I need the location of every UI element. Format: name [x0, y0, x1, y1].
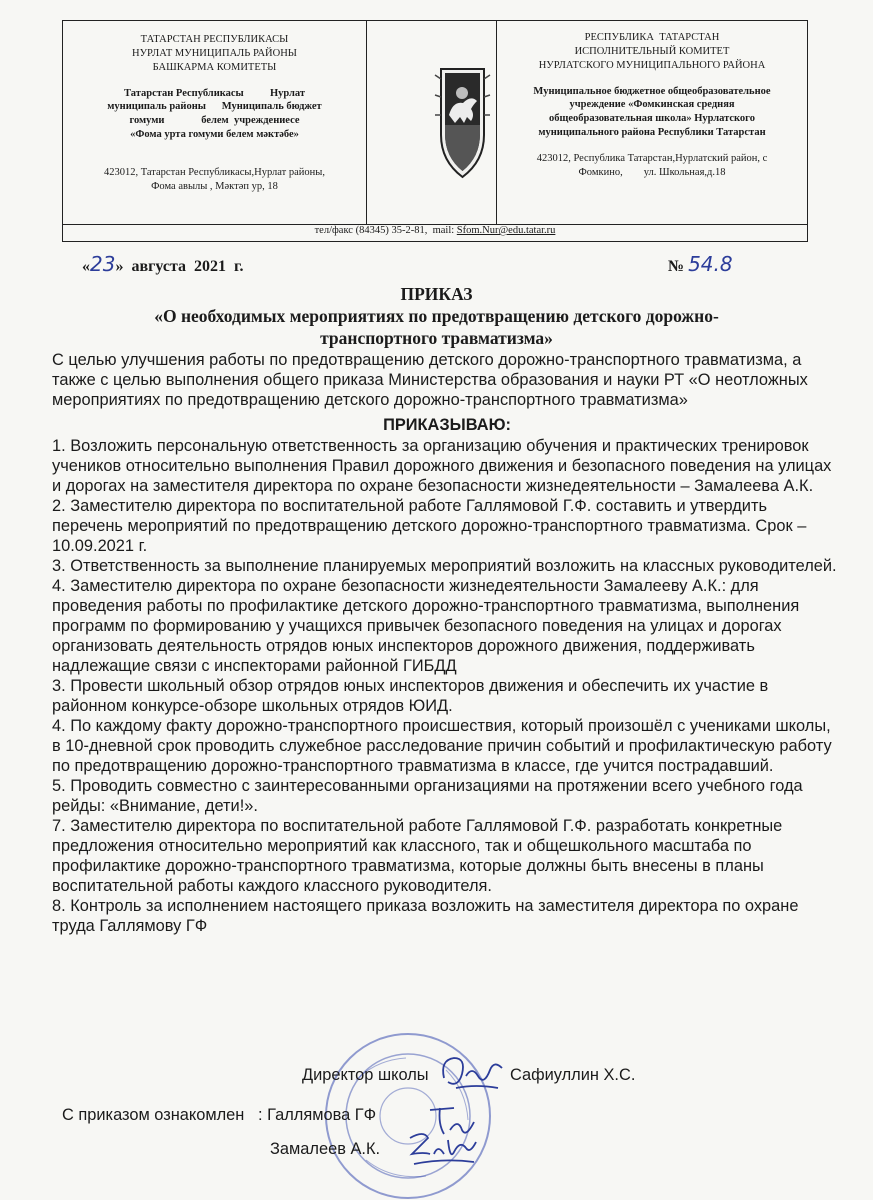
acquainted-line: С приказом ознакомлен : Галлямова ГФ: [62, 1106, 377, 1124]
date-month-year: » августа 2021 г.: [115, 258, 244, 275]
order-number-handwritten: 54.8: [688, 252, 733, 276]
tatar-addr1: 423012, Татарстан Республикасы,Нурлат районы,: [104, 167, 325, 179]
intro-paragraph: С целью улучшения работы по предотвращению детского дорожно-транспортного травматизма, а также с целью выполнения общего приказа Министерства образования и науки РТ «О неотложных мероприятиях по предотвращению детского дорожно-транспортного травматизма»: [52, 351, 808, 409]
letterhead-tatar: [63, 21, 367, 224]
orders-heading: ПРИКАЗЫВАЮ:: [383, 416, 511, 434]
order-item: 3. Провести школьный обзор отрядов юных инспекторов движения и обеспечить их участие в районном конкурсе-обзоре школьных отрядов ЮИД.: [52, 677, 769, 715]
coat-of-arms-icon: [431, 65, 494, 181]
rus-line2: ИСПОЛНИТЕЛЬНЫЙ КОМИТЕТ: [574, 45, 730, 57]
director-label: Директор школы: [302, 1066, 429, 1084]
tatar-line3: БАШКАРМА КОМИТЕТЫ: [152, 61, 277, 73]
order-number: [668, 252, 733, 276]
rus-org3: общеобразовательная школа» Нурлатского: [549, 113, 755, 125]
order-item: 8. Контроль за исполнением настоящего приказа возложить на заместителя директора по охране труда Галлямову ГФ: [52, 897, 799, 935]
order-item: 7. Заместителю директора по воспитательной работе Галлямовой Г.Ф. разработать конкретные предложения относительно мероприятий как классного, так и общешкольного масштаба по профилактике дорожно-транспортного травматизма, которые должны быть внесены в планы воспитательной работы каждого классного руководителя.: [52, 817, 783, 895]
letterhead-russian: [497, 21, 807, 224]
rus-addr2: Фомкино, ул. Школьная,д.18: [578, 166, 726, 178]
tatar-addr2: Фома авылы , Мәктәп ур, 18: [151, 180, 278, 192]
tatar-org2: муниципаль районы Муниципаль бюджет: [107, 101, 322, 113]
letterhead: [62, 20, 808, 242]
date-quote: «: [82, 258, 90, 275]
order-item: 5. Проводить совместно с заинтересованными организациями на протяжении всего учебного года рейды: «Внимание, дети!».: [52, 777, 803, 815]
contacts-phone: тел/факс (84345) 35-2-81, mail:: [314, 225, 457, 236]
order-item: 4. По каждому факту дорожно-транспортного происшествия, который произошёл с учениками школы, в 10-дневной срок проводить служебное расследование причин событий и профилактическую работу по предотвращению дорожно-транспортного травматизма в классе, где учится пострадавший.: [52, 717, 832, 775]
order-item: 2. Заместителю директора по воспитательной работе Галлямовой Г.Ф. составить и утвердить перечень мероприятий по предотвращению детского дорожно-транспортного травматизма. Срок – 10.09.2021 г.: [52, 497, 807, 555]
document-subject-line2: транспортного травматизма»: [320, 328, 553, 348]
number-label: №: [668, 258, 685, 275]
director-name: Сафиуллин Х.С.: [510, 1066, 636, 1084]
letterhead-emblem-cell: [367, 21, 497, 224]
tatar-org4: «Фома урта гомуми белем мәктәбе»: [130, 129, 299, 141]
letterhead-contacts: [63, 225, 807, 236]
order-body: [52, 350, 842, 936]
tatar-org1: Татарстан Республикасы Нурлат: [123, 87, 306, 99]
director-signature-icon: [436, 1048, 508, 1094]
order-date: [82, 252, 243, 276]
order-item: 4. Заместителю директора по охране безопасности жизнедеятельности Замалееву А.К.: для проведения работы по профилактике детского дорожно-транспортного травматизма, выполнения программ по формированию у учащихся привычек безопасного поведения на улицах и дорогах организовать деятельность отрядов юных инспекторов дорожного движения, поддерживать надлежащие связи с инспекторами районной ГИБДД: [52, 577, 800, 675]
rus-org1: Муниципальное бюджетное общеобразовательное: [533, 85, 771, 97]
tatar-line1: ТАТАРСТАН РЕСПУБЛИКАСЫ: [140, 34, 289, 45]
rus-addr1: 423012, Республика Татарстан,Нурлатский район, с: [536, 153, 768, 165]
date-day-handwritten: 23: [90, 252, 116, 276]
second-acquaintance-signature-icon: [404, 1124, 480, 1170]
second-acquaintance-name: Замалеев А.К.: [270, 1140, 381, 1158]
document-title: ПРИКАЗ: [400, 284, 473, 304]
rus-line3: НУРЛАТСКОГО МУНИЦИПАЛЬНОГО РАЙОНА: [538, 59, 766, 71]
tatar-line2: НУРЛАТ МУНИЦИПАЛЬ РАЙОНЫ: [132, 47, 297, 59]
document-subject-line1: «О необходимых мероприятиях по предотвращению детского дорожно-: [154, 306, 719, 326]
order-item: 3. Ответственность за выполнение планируемых мероприятий возложить на классных руководителей.: [52, 557, 837, 575]
rus-line1: РЕСПУБЛИКА ТАТАРСТАН: [584, 32, 720, 43]
tatar-org3: гомуми белем учреждениесе: [129, 115, 300, 127]
rus-org2: учреждение «Фомкинская средняя: [569, 99, 735, 111]
order-item: 1. Возложить персональную ответственность за организацию обучения и практических тренировок учеников относительно выполнения Правил дорожного движения и безопасного поведения на улицах и дорогах на заместителя директора по охране безопасности жизнедеятельности – Замалеева А.К.: [52, 437, 832, 495]
rus-org4: муниципального района Республики Татарстан: [538, 127, 766, 139]
contacts-email-link[interactable]: Sfom.Nur@edu.tatar.ru: [456, 225, 556, 236]
